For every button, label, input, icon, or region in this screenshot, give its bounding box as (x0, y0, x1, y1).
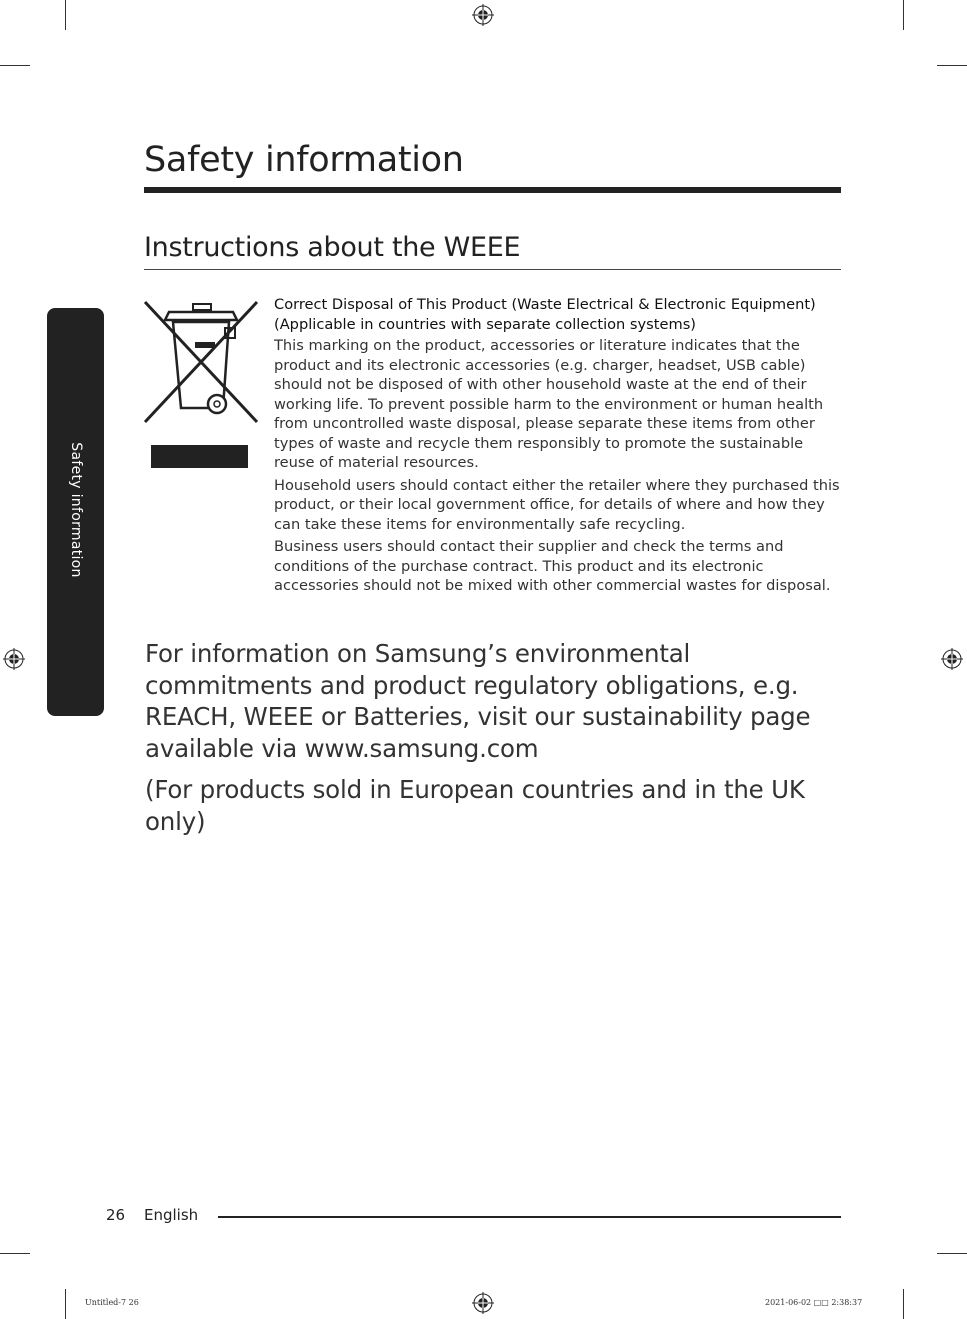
crop-mark (903, 0, 904, 30)
weee-heading-line2: (Applicable in countries with separate collection systems) (274, 315, 696, 333)
page-title: Safety information (144, 140, 464, 180)
crop-mark (0, 65, 30, 66)
weee-text-block (274, 295, 840, 599)
weee-paragraph: Household users should contact either the retailer where they purchased this product, or their local government office, for details of where and how they can take these items for environmentally safe recycling. (274, 476, 840, 533)
crossed-out-wheelie-bin-icon (141, 298, 261, 473)
registration-mark-icon (472, 1292, 494, 1314)
weee-paragraph: Business users should contact their supplier and check the terms and conditions of the purchase contract. This product and its electronic accessories should not be mixed with other commercial wastes for disposal. (274, 538, 831, 594)
page-language: English (144, 1206, 199, 1224)
footer-divider (218, 1216, 841, 1218)
print-slug-timestamp: 2021-06-02 □□ 2:38:37 (765, 1298, 863, 1307)
registration-mark-icon (3, 648, 25, 670)
crop-mark (0, 1253, 30, 1254)
print-slug-file: Untitled-7 26 (85, 1298, 139, 1307)
crop-mark (937, 65, 967, 66)
crop-mark (903, 1289, 904, 1319)
side-tab-label: Safety information (68, 442, 84, 578)
section-divider (144, 269, 841, 270)
registration-mark-icon (941, 648, 963, 670)
sustainability-paragraph: For information on Samsung’s environmental commitments and product regulatory obligations, e.g. REACH, WEEE or Batteries, visit our sustainability page available via www.samsung.com (145, 639, 811, 763)
title-divider (144, 187, 841, 193)
page-number: 26 (106, 1206, 126, 1224)
crop-mark (65, 0, 66, 30)
registration-mark-icon (472, 4, 494, 26)
region-note: (For products sold in European countries and in the UK only) (145, 775, 805, 836)
sustainability-info (145, 638, 845, 847)
crop-mark (937, 1253, 967, 1254)
section-title: Instructions about the WEEE (144, 232, 521, 263)
weee-paragraph: This marking on the product, accessories or literature indicates that the product and its electronic accessories (e.g. charger, headset, USB cable) should not be disposed of with other household waste at the end of their working life. To prevent possible harm to the environment or human health from uncontrolled waste disposal, please separate these items from other types of waste and recycle them responsibly to promote the sustainable reuse of material resources. (274, 337, 824, 471)
weee-heading-line1: Correct Disposal of This Product (Waste Electrical & Electronic Equipment) (274, 296, 816, 313)
crop-mark (65, 1289, 66, 1319)
